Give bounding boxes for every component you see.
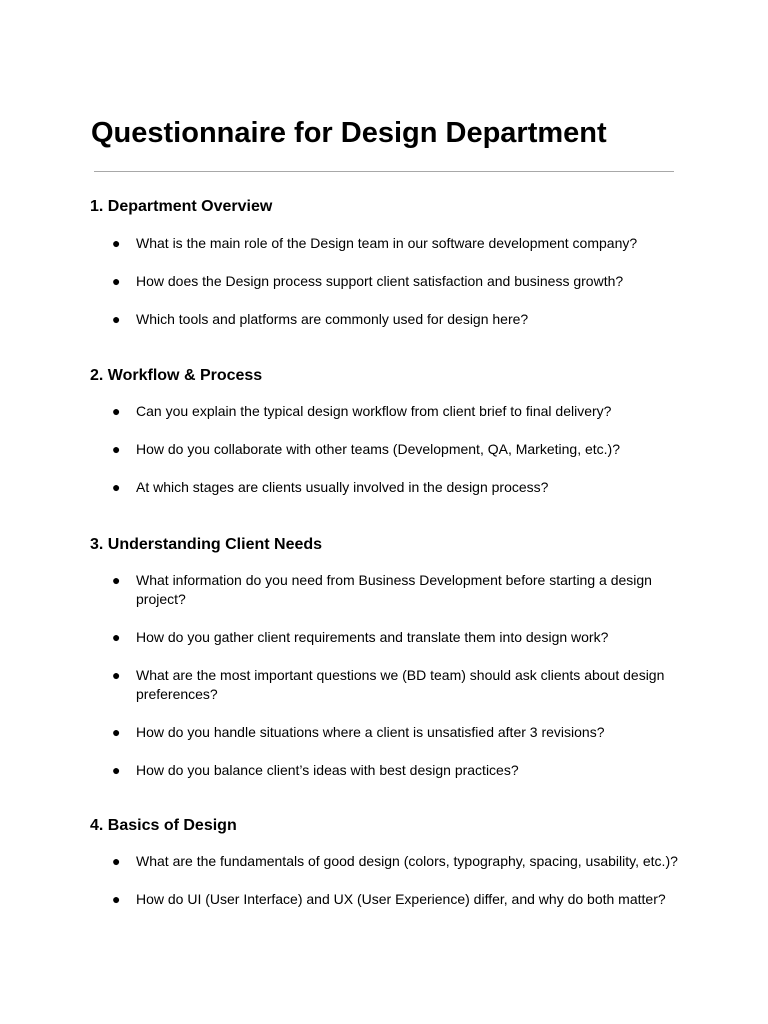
section-heading: 3. Understanding Client Needs <box>90 536 323 553</box>
bullet-icon: ● <box>112 891 121 907</box>
question-text: How do UI (User Interface) and UX (User Experience) differ, and why do both matter? <box>136 891 666 907</box>
question-item <box>90 852 680 871</box>
question-text: Which tools and platforms are commonly used for design here? <box>136 311 529 327</box>
question-item <box>90 890 680 909</box>
question-item <box>90 666 680 704</box>
question-item <box>90 234 680 253</box>
bullet-icon: ● <box>112 724 121 740</box>
bullet-icon: ● <box>112 629 121 645</box>
title-divider <box>94 171 674 172</box>
question-text: What is the main role of the Design team in our software development company? <box>136 235 638 251</box>
question-item <box>90 272 680 291</box>
section-workflow-process <box>90 366 680 497</box>
question-text: Can you explain the typical design workflow from client brief to final delivery? <box>136 403 612 419</box>
question-item <box>90 628 680 647</box>
question-item <box>90 310 680 329</box>
question-item <box>90 440 680 459</box>
question-text: What information do you need from Business Development before starting a design project? <box>136 572 652 607</box>
question-text: How do you gather client requirements and translate them into design work? <box>136 629 609 645</box>
section-basics-of-design <box>90 816 680 909</box>
section-department-overview <box>90 197 680 329</box>
bullet-icon: ● <box>112 479 121 495</box>
question-text: How do you handle situations where a client is unsatisfied after 3 revisions? <box>136 724 605 740</box>
question-item <box>90 723 680 742</box>
page-title: Questionnaire for Design Department <box>91 117 607 149</box>
section-heading: 2. Workflow & Process <box>90 367 263 384</box>
question-text: What are the fundamentals of good design (colors, typography, spacing, usability, etc.)? <box>136 853 678 869</box>
question-list <box>90 402 680 497</box>
question-text: What are the most important questions we (BD team) should ask clients about design preferences? <box>136 667 665 702</box>
section-understanding-client-needs <box>90 535 680 780</box>
question-text: How do you balance client’s ideas with best design practices? <box>136 762 519 778</box>
bullet-icon: ● <box>112 441 121 457</box>
bullet-icon: ● <box>112 762 121 778</box>
question-list <box>90 234 680 329</box>
bullet-icon: ● <box>112 853 121 869</box>
question-text: How does the Design process support client satisfaction and business growth? <box>136 273 624 289</box>
question-item <box>90 571 680 609</box>
bullet-icon: ● <box>112 403 121 419</box>
question-item <box>90 761 680 780</box>
bullet-icon: ● <box>112 311 121 327</box>
question-item <box>90 478 680 497</box>
question-text: At which stages are clients usually involved in the design process? <box>136 479 549 495</box>
section-heading: 4. Basics of Design <box>90 817 237 834</box>
bullet-icon: ● <box>112 572 121 588</box>
section-heading: 1. Department Overview <box>90 198 273 215</box>
bullet-icon: ● <box>112 235 121 251</box>
question-list <box>90 571 680 780</box>
question-list <box>90 852 680 909</box>
bullet-icon: ● <box>112 667 121 683</box>
bullet-icon: ● <box>112 273 121 289</box>
question-item <box>90 402 680 421</box>
question-text: How do you collaborate with other teams (Development, QA, Marketing, etc.)? <box>136 441 620 457</box>
